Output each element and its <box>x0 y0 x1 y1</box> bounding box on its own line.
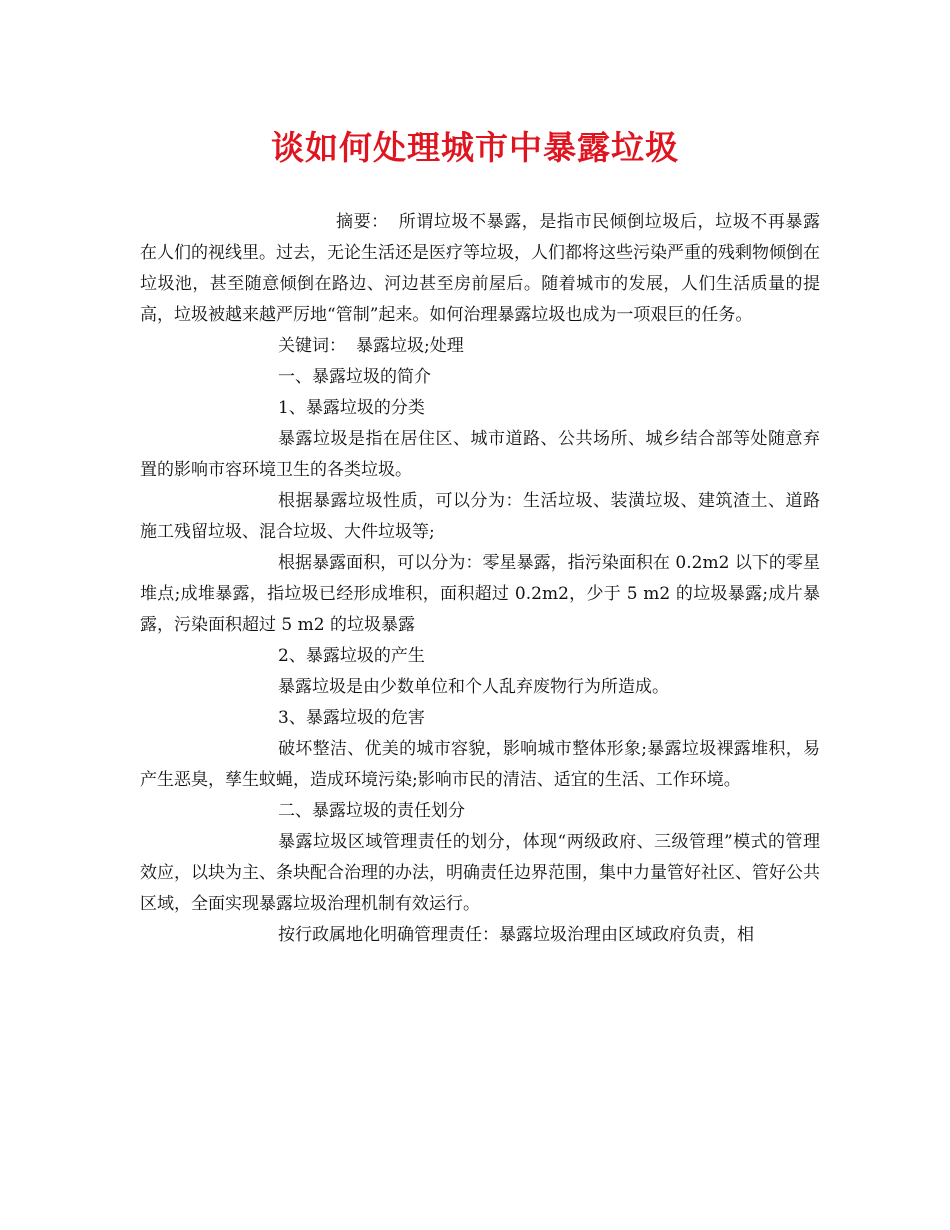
keywords-label: 关键词： <box>278 336 346 356</box>
paragraph: 暴露垃圾区域管理责任的划分，体现“两级政府、三级管理”模式的管理效应，以块为主、条块配合治理的办法，明确责任边界范围，集中力量管好社区、管好公共区域，全面实现暴露垃圾治理机制有效运行。 <box>140 832 820 914</box>
section-2-heading: 二、暴露垃圾的责任划分 <box>278 801 465 821</box>
paragraph: 暴露垃圾是指在居住区、城市道路、公共场所、城乡结合部等处随意弃置的影响市容环境卫生的各类垃圾。 <box>140 429 820 480</box>
paragraph: 按行政属地化明确管理责任：暴露垃圾治理由区域政府负责，相 <box>278 925 754 945</box>
abstract-text: 所谓垃圾不暴露，是指市民倾倒垃圾后，垃圾不再暴露在人们的视线里。过去，无论生活还是医疗等垃圾，人们都将这些污染严重的残剩物倾倒在垃圾池，甚至随意倾倒在路边、河边甚至房前屋后。随着城市的发展，人们生活质量的提高，垃圾被越来越严厉地“管制”起来。如何治理暴露垃圾也成为一项艰巨的任务。 <box>140 212 821 325</box>
section-1-heading: 一、暴露垃圾的简介 <box>278 367 431 387</box>
paragraph: 破坏整洁、优美的城市容貌，影响城市整体形象;暴露垃圾裸露堆积，易产生恶臭，孳生蚊蝇，造成环境污染;影响市民的清洁、适宜的生活、工作环境。 <box>140 739 820 790</box>
subsection-1-3-heading: 3、暴露垃圾的危害 <box>278 708 425 728</box>
keywords-text: 暴露垃圾;处理 <box>356 336 464 356</box>
subsection-1-2-heading: 2、暴露垃圾的产生 <box>278 646 425 666</box>
paragraph: 根据暴露面积，可以分为：零星暴露，指污染面积在 0.2m2 以下的零星堆点;成堆暴露，指垃圾已经形成堆积，面积超过 0.2m2，少于 5 m2 的垃圾暴露;成片暴露，污染面积超过 5 m2 的垃圾暴露 <box>140 553 820 635</box>
document-body <box>140 207 820 951</box>
keywords-line <box>140 331 820 362</box>
abstract-label: 摘要： <box>336 212 389 232</box>
subsection-1-1-heading: 1、暴露垃圾的分类 <box>278 398 425 418</box>
paragraph: 暴露垃圾是由少数单位和个人乱弃废物行为所造成。 <box>278 677 669 697</box>
paragraph: 根据暴露垃圾性质，可以分为：生活垃圾、装潢垃圾、建筑渣土、道路施工残留垃圾、混合垃圾、大件垃圾等; <box>140 491 820 542</box>
document-title: 谈如何处理城市中暴露垃圾 <box>271 128 679 167</box>
abstract-paragraph <box>140 207 820 331</box>
